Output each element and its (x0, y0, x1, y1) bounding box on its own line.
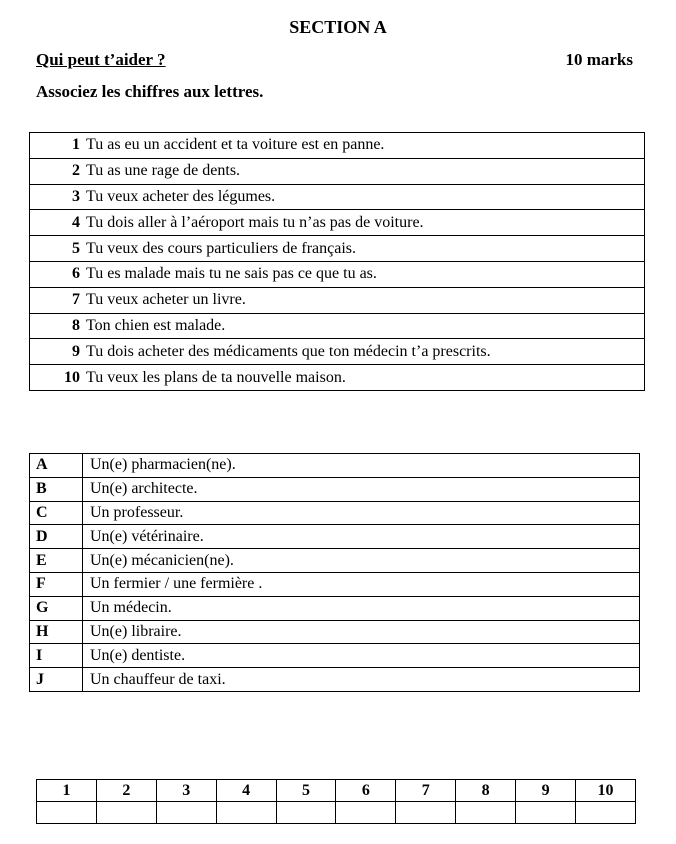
answer-header-4: 4 (216, 780, 276, 802)
answer-grid (36, 779, 636, 824)
answer-header-8: 8 (456, 780, 516, 802)
helper-letter: D (30, 525, 83, 549)
situation-text: Ton chien est malade. (84, 313, 645, 339)
instruction: Associez les chiffres aux lettres. (36, 82, 264, 101)
helper-text: Un médecin. (83, 596, 640, 620)
helper-text: Un professeur. (83, 501, 640, 525)
answer-cell-6[interactable] (336, 802, 396, 824)
situation-text: Tu veux les plans de ta nouvelle maison. (84, 365, 645, 391)
situation-row (30, 365, 645, 391)
situation-text: Tu dois acheter des médicaments que ton médecin t’a prescrits. (84, 339, 645, 365)
helper-letter: A (30, 454, 83, 478)
answer-cell-3[interactable] (156, 802, 216, 824)
situation-row (30, 261, 645, 287)
helper-row (30, 477, 640, 501)
helper-letter: C (30, 501, 83, 525)
helper-letter: J (30, 668, 83, 692)
situation-text: Tu es malade mais tu ne sais pas ce que tu as. (84, 261, 645, 287)
answer-header-6: 6 (336, 780, 396, 802)
situation-row (30, 158, 645, 184)
situation-text: Tu as une rage de dents. (84, 158, 645, 184)
answer-cell-4[interactable] (216, 802, 276, 824)
situation-number: 2 (30, 158, 85, 184)
answer-header-row (37, 780, 636, 802)
helpers-table (29, 453, 640, 692)
helper-letter: E (30, 549, 83, 573)
answer-header-7: 7 (396, 780, 456, 802)
helper-row (30, 525, 640, 549)
situation-row (30, 184, 645, 210)
answer-cell-10[interactable] (576, 802, 636, 824)
situation-text: Tu as eu un accident et ta voiture est en panne. (84, 133, 645, 159)
answer-cell-8[interactable] (456, 802, 516, 824)
helper-text: Un(e) libraire. (83, 620, 640, 644)
answer-input-row (37, 802, 636, 824)
helper-letter: I (30, 644, 83, 668)
answer-cell-7[interactable] (396, 802, 456, 824)
situation-text: Tu veux acheter un livre. (84, 287, 645, 313)
helper-text: Un(e) dentiste. (83, 644, 640, 668)
helper-row (30, 572, 640, 596)
answer-header-10: 10 (576, 780, 636, 802)
answer-cell-2[interactable] (96, 802, 156, 824)
helper-row (30, 644, 640, 668)
helper-letter: F (30, 572, 83, 596)
helper-row (30, 620, 640, 644)
situation-number: 3 (30, 184, 85, 210)
exercise-title: Qui peut t’aider ? (36, 50, 166, 69)
answer-cell-9[interactable] (516, 802, 576, 824)
situation-row (30, 287, 645, 313)
helper-text: Un chauffeur de taxi. (83, 668, 640, 692)
answer-header-1: 1 (37, 780, 97, 802)
answer-header-2: 2 (96, 780, 156, 802)
answer-cell-5[interactable] (276, 802, 336, 824)
helper-text: Un(e) vétérinaire. (83, 525, 640, 549)
answer-cell-1[interactable] (37, 802, 97, 824)
situation-number: 8 (30, 313, 85, 339)
answer-header-5: 5 (276, 780, 336, 802)
situation-row (30, 236, 645, 262)
helper-text: Un fermier / une fermière . (83, 572, 640, 596)
situation-text: Tu veux acheter des légumes. (84, 184, 645, 210)
situation-number: 4 (30, 210, 85, 236)
helper-row (30, 549, 640, 573)
helper-row (30, 454, 640, 478)
situation-text: Tu veux des cours particuliers de français. (84, 236, 645, 262)
situation-row (30, 339, 645, 365)
situation-row (30, 210, 645, 236)
section-title: SECTION A (289, 17, 387, 37)
helper-text: Un(e) architecte. (83, 477, 640, 501)
helper-letter: G (30, 596, 83, 620)
helper-text: Un(e) pharmacien(ne). (83, 454, 640, 478)
helper-text: Un(e) mécanicien(ne). (83, 549, 640, 573)
answer-header-3: 3 (156, 780, 216, 802)
situation-row (30, 133, 645, 159)
situation-row (30, 313, 645, 339)
marks-label: 10 marks (565, 50, 633, 69)
helper-letter: B (30, 477, 83, 501)
helper-letter: H (30, 620, 83, 644)
helper-row (30, 668, 640, 692)
answer-header-9: 9 (516, 780, 576, 802)
situation-number: 6 (30, 261, 85, 287)
situation-text: Tu dois aller à l’aéroport mais tu n’as pas de voiture. (84, 210, 645, 236)
situation-number: 9 (30, 339, 85, 365)
situations-table (29, 132, 645, 391)
helper-row (30, 596, 640, 620)
situation-number: 7 (30, 287, 85, 313)
situation-number: 5 (30, 236, 85, 262)
helper-row (30, 501, 640, 525)
situation-number: 1 (30, 133, 85, 159)
situation-number: 10 (30, 365, 85, 391)
